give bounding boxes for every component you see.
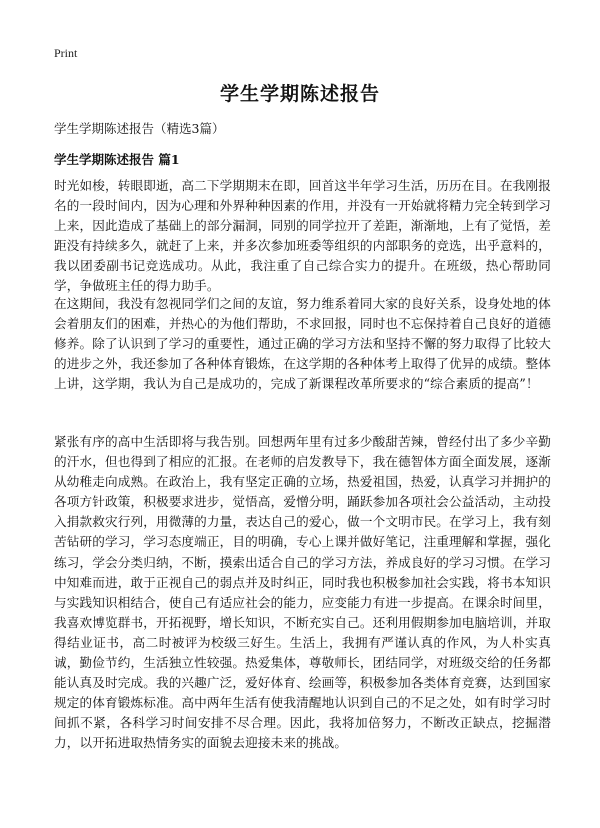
- page-title: 学生学期陈述报告: [219, 83, 380, 105]
- body-paragraph-3: 紧张有序的高中生活即将与我告别。回想两年里有过多少酸甜苦辣，曾经付出了多少辛勤的汗水，但也得到了相应的汇报。在老师的启发教导下，我在德智体方面全面发展，逐渐从幼稚走向成熟。在政治上，我有坚定正确的立场，热爱祖国，热爱，认真学习并拥护的各项方针政策，积极要求进步，觉悟高，爱憎分明，踊跃参加各项社会公益活动，主动投入捐款救灾行列，用微薄的力量，表达自己的爱心，做一个文明市民。在学习上，我有刻苦钻研的学习，学习态度端正，目的明确，专心上课并做好笔记，注重理解和掌握，强化练习，学会分类归纳，不断，摸索出适合自己的学习方法，养成良好的学习习惯。在学习中知难而进，敢于正视自己的弱点并及时纠正，同时我也积极参加社会实践，将书本知识与实践知识相结合，使自己有适应社会的能力，应变能力有进一步提高。在课余时间里，我喜欢博览群书，开拓视野，增长知识，不断充实自己。还利用假期参加电脑培训，并取得结业证书，高二时被评为校级三好生。生活上，我拥有严谨认真的作风，为人朴实真诚，勤俭节约，生活独立性较强。热爱集体，尊敬师长，团结同学，对班级交给的任务都能认真及时完成。我的兴趣广泛，爱好体育、绘画等，积极参加各类体育竞赛，达到国家规定的体育锻炼标准。高中两年生活有使我清醒地认识到自己的不足之处，如有时学习时间抓不紧，各科学习时间安排不尽合理。因此，我将加倍努力，不断改正缺点，挖掘潜力，以开拓进取热情务实的面貌去迎接未来的挑战。: [54, 434, 552, 751]
- print-link[interactable]: Print: [54, 46, 78, 60]
- body-paragraph-1: 时光如梭，转眼即逝，高二下学期期末在即，回首这半年学习生活，历历在目。在我刚报名的一段时间内，因为心理和外界种种因素的作用，并没有一开始就将精力完全转到学习上来，因此造成了基础上的部分漏洞，同别的同学拉开了差距，渐渐地，上有了觉悟，差距没有持续多久，就赶了上来，并多次参加班委等组织的内部职务的竞选，出乎意料的，我以团委副书记竞选成功。从此，我注重了自己综合实力的提升。在班级，热心帮助同学，争做班主任的得力助手。: [54, 178, 552, 294]
- section-heading: 学生学期陈述报告 篇1: [54, 152, 180, 167]
- document-subtitle: 学生学期陈述报告（精选3篇）: [54, 121, 225, 136]
- body-paragraph-2: 在这期间，我没有忽视同学们之间的友谊，努力维系着同大家的良好关系，设身处地的体会着朋友们的困难，并热心的为他们帮助，不求回报，同时也不忘保持着自己良好的道德修养。除了认识到了学习的重要性，通过正确的学习方法和坚持不懈的努力取得了比较大的进步之外，我还参加了各种体育锻炼，在这学期的各种体考上取得了优异的成绩。整体上讲，这学期，我认为自己是成功的，完成了新课程改革所要求的“综合素质的提高”！: [54, 296, 552, 392]
